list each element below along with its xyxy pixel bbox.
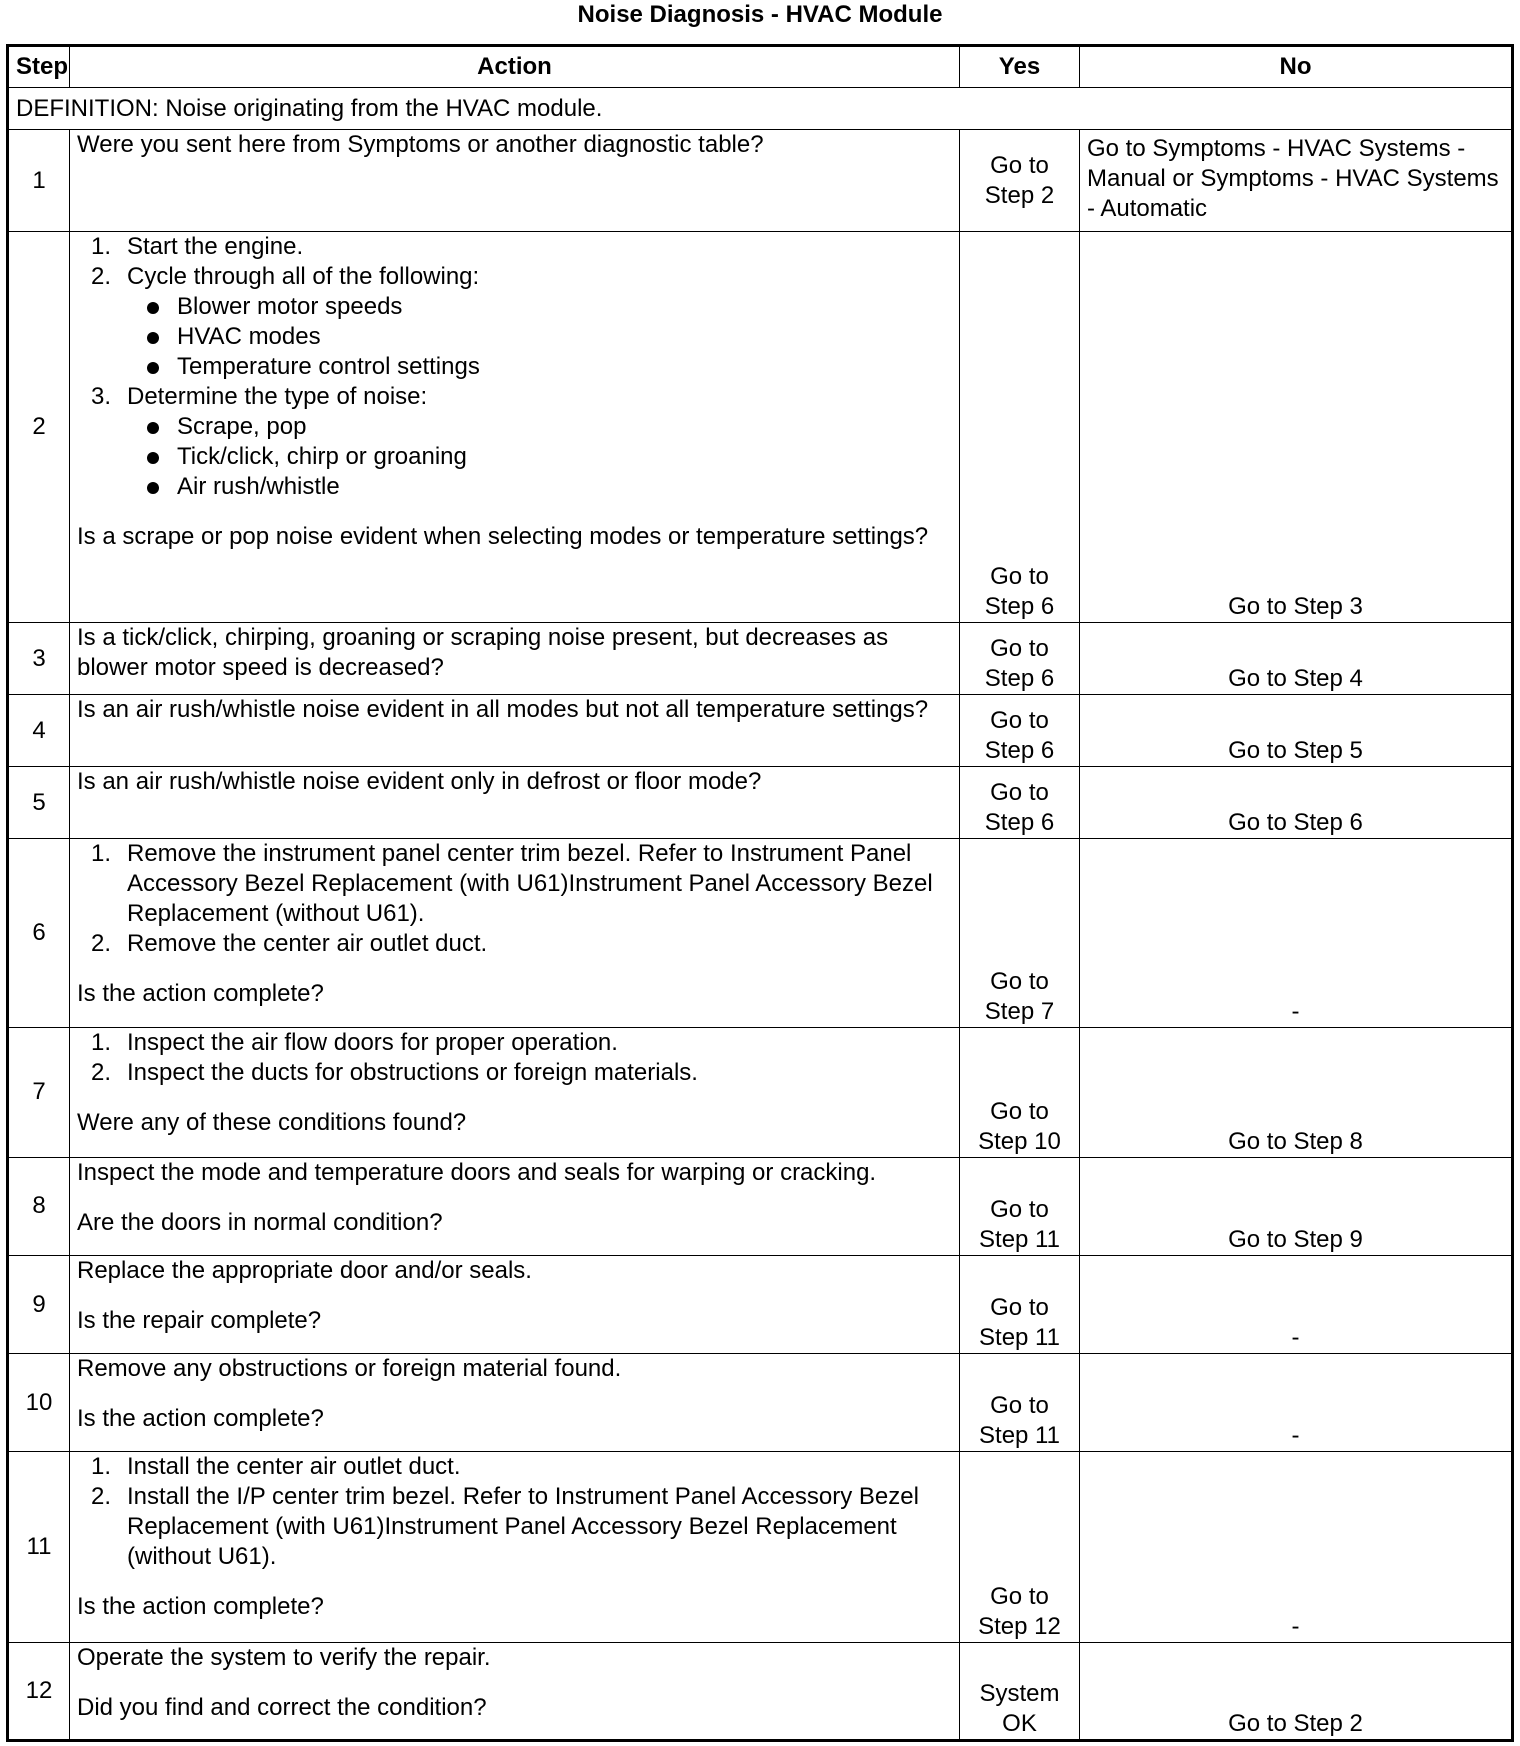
- question-text: Did you find and correct the condition?: [77, 1693, 487, 1721]
- step-number: 4: [8, 695, 70, 767]
- action-cell: [70, 1354, 960, 1452]
- table-row: [8, 232, 1513, 623]
- question-text: Are the doors in normal condition?: [77, 1208, 443, 1236]
- numbered-list: [77, 1028, 952, 1088]
- yes-cell: Go to Step 6: [960, 622, 1080, 694]
- bullet-item: Temperature control settings: [127, 352, 952, 382]
- question-text: Is a tick/click, chirping, groaning or scraping noise present, but decreases as blower motor speed is decreased?: [77, 623, 889, 681]
- yes-cell: Go to Step 7: [960, 839, 1080, 1027]
- table-row: [8, 695, 1513, 767]
- yes-cell: Go to Step 2: [960, 130, 1080, 232]
- no-cell: -: [1080, 1354, 1513, 1452]
- step-number: 12: [8, 1642, 70, 1740]
- header-action: Action: [70, 46, 960, 88]
- list-item: 1. Install the center air outlet duct.: [91, 1453, 461, 1481]
- question-text: Were any of these conditions found?: [77, 1108, 467, 1136]
- list-item: 1. Start the engine.: [91, 233, 304, 261]
- step-number: 11: [8, 1452, 70, 1642]
- question-text: Is the action complete?: [77, 980, 324, 1008]
- step-number: 2: [8, 232, 70, 623]
- action-cell: [70, 130, 960, 232]
- no-cell: Go to Step 6: [1080, 767, 1513, 839]
- table-row: [8, 1256, 1513, 1354]
- action-cell: [70, 1027, 960, 1157]
- step-number: 5: [8, 767, 70, 839]
- table-row: [8, 1642, 1513, 1740]
- no-cell: Go to Step 3: [1080, 232, 1513, 623]
- definition-row: [8, 88, 1513, 130]
- table-row: [8, 1452, 1513, 1642]
- bullet-list: [127, 292, 952, 382]
- no-cell: -: [1080, 1256, 1513, 1354]
- numbered-list: [77, 839, 952, 959]
- table-row: [8, 1354, 1513, 1452]
- no-cell: Go to Step 4: [1080, 622, 1513, 694]
- table-row: [8, 622, 1513, 694]
- table-row: [8, 1027, 1513, 1157]
- instruction-text: Remove any obstructions or foreign material found.: [77, 1355, 622, 1383]
- definition-text: DEFINITION: Noise originating from the HVAC module.: [8, 88, 1513, 130]
- list-item: 2. Install the I/P center trim bezel. Refer to Instrument Panel Accessory Bezel Replacement (with U61)Instrument Panel Accessory Bezel Replacement (without U61).: [91, 1483, 919, 1571]
- question-text: Is the action complete?: [77, 1593, 324, 1621]
- yes-cell: Go to Step 12: [960, 1452, 1080, 1642]
- action-cell: [70, 695, 960, 767]
- list-item: 1. Remove the instrument panel center trim bezel. Refer to Instrument Panel Accessory Bezel Replacement (with U61)Instrument Panel Accessory Bezel Replacement (without U61).: [91, 840, 933, 928]
- step-number: 9: [8, 1256, 70, 1354]
- numbered-list: [77, 1452, 952, 1572]
- no-cell: Go to Step 2: [1080, 1642, 1513, 1740]
- yes-cell: Go to Step 6: [960, 232, 1080, 623]
- bullet-list: [127, 412, 952, 502]
- action-cell: [70, 839, 960, 1027]
- no-cell: Go to Step 9: [1080, 1157, 1513, 1255]
- instruction-text: Operate the system to verify the repair.: [77, 1643, 491, 1671]
- list-item: 3. Determine the type of noise: Scrape, pop Tick/click, chirp or groaning Air rush/whistle: [77, 382, 952, 502]
- question-text: Is an air rush/whistle noise evident only in defrost or floor mode?: [77, 768, 762, 796]
- header-no: No: [1080, 46, 1513, 88]
- step-number: 7: [8, 1027, 70, 1157]
- header-yes: Yes: [960, 46, 1080, 88]
- no-cell: -: [1080, 839, 1513, 1027]
- table-title: Noise Diagnosis - HVAC Module: [577, 1, 943, 28]
- numbered-list: [77, 232, 952, 502]
- instruction-text: Replace the appropriate door and/or seals.: [77, 1257, 532, 1285]
- action-cell: [70, 1256, 960, 1354]
- action-cell: [70, 1452, 960, 1642]
- bullet-item: HVAC modes: [127, 322, 952, 352]
- action-cell: [70, 232, 960, 623]
- step-number: 3: [8, 622, 70, 694]
- step-number: 1: [8, 130, 70, 232]
- diagnostic-table: [6, 44, 1514, 1742]
- bullet-item: Tick/click, chirp or groaning: [127, 442, 952, 472]
- question-text: Is the repair complete?: [77, 1307, 322, 1335]
- yes-cell: Go to Step 10: [960, 1027, 1080, 1157]
- question-text: Is a scrape or pop noise evident when selecting modes or temperature settings?: [77, 523, 929, 551]
- no-cell: -: [1080, 1452, 1513, 1642]
- table-row: [8, 839, 1513, 1027]
- action-cell: [70, 1642, 960, 1740]
- no-cell: Go to Step 8: [1080, 1027, 1513, 1157]
- table-row: [8, 1157, 1513, 1255]
- instruction-text: Inspect the mode and temperature doors and seals for warping or cracking.: [77, 1158, 877, 1186]
- yes-cell: Go to Step 11: [960, 1354, 1080, 1452]
- action-cell: [70, 622, 960, 694]
- table-row: [8, 767, 1513, 839]
- list-item: 2. Inspect the ducts for obstructions or foreign materials.: [91, 1058, 698, 1086]
- yes-cell: System OK: [960, 1642, 1080, 1740]
- step-number: 10: [8, 1354, 70, 1452]
- step-number: 8: [8, 1157, 70, 1255]
- question-text: Is an air rush/whistle noise evident in all modes but not all temperature settings?: [77, 696, 929, 724]
- header-step: Step: [8, 46, 70, 88]
- yes-cell: Go to Step 11: [960, 1157, 1080, 1255]
- yes-cell: Go to Step 11: [960, 1256, 1080, 1354]
- action-cell: [70, 767, 960, 839]
- step-number: 6: [8, 839, 70, 1027]
- bullet-item: Blower motor speeds: [127, 292, 952, 322]
- no-cell: Go to Step 5: [1080, 695, 1513, 767]
- list-item: 1. Inspect the air flow doors for proper operation.: [91, 1028, 618, 1056]
- list-item: 2. Remove the center air outlet duct.: [91, 930, 488, 958]
- question-text: Is the action complete?: [77, 1405, 324, 1433]
- bullet-item: Air rush/whistle: [127, 472, 952, 502]
- no-cell: Go to Symptoms - HVAC Systems - Manual or Symptoms - HVAC Systems - Automatic: [1080, 130, 1513, 232]
- question-text: Were you sent here from Symptoms or another diagnostic table?: [77, 131, 764, 159]
- table-row: [8, 130, 1513, 232]
- bullet-item: Scrape, pop: [127, 412, 952, 442]
- list-item: 2. Cycle through all of the following: Blower motor speeds HVAC modes Temperature control settings: [77, 262, 952, 382]
- action-cell: [70, 1157, 960, 1255]
- yes-cell: Go to Step 6: [960, 695, 1080, 767]
- header-row: [8, 46, 1513, 88]
- yes-cell: Go to Step 6: [960, 767, 1080, 839]
